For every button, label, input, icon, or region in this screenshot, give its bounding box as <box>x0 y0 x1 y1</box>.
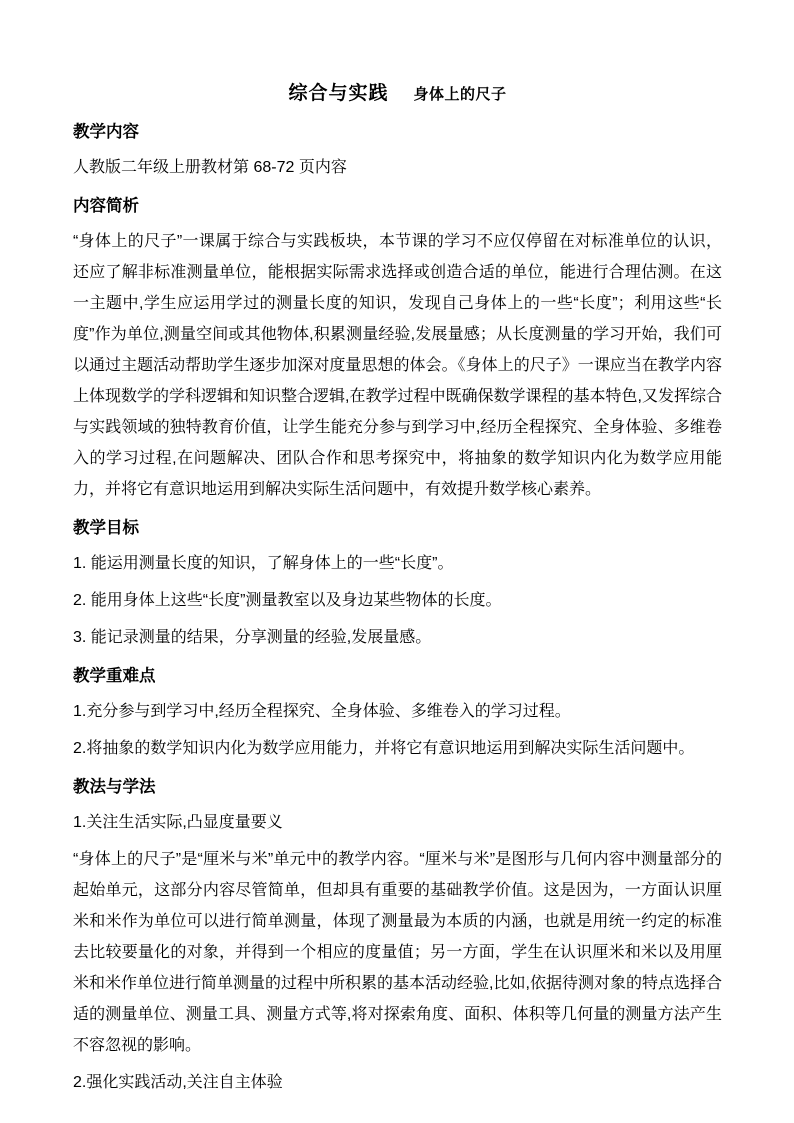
section-heading-teaching-objectives: 教学目标 <box>73 519 139 537</box>
difficulty-item-2: 2.将抽象的数学知识内化为数学应用能力，并将它有意识地运用到解决实际生活问题中。 <box>73 740 695 757</box>
section-teaching-content <box>73 119 722 183</box>
section-teaching-methods <box>73 774 722 1098</box>
paragraph-content-analysis: “身体上的尺子”一课属于综合与实践板块，本节课的学习不应仅停留在对标准单位的认识，还应了解非标准测量单位，能根据实际需求选择或创造合适的单位，能进行合理估测。在这一主题中,学生应运用学过的测量长度的知识，发现自己身体上的一些“长度”；利用这些“长度”作为单位,测量空间或其他物体,积累测量经验,发展量感；从长度测量的学习开始，我们可以通过主题活动帮助学生逐步加深对度量思想的体会。《身体上的尺子》一课应当在教学内容上体现数学的学科逻辑和知识整合逻辑,在教学过程中既确保数学课程的基本特色,又发挥综合与实践领域的独特教育价值，让学生能充分参与到学习中,经历全程探究、全身体验、多维卷入的学习过程,在问题解决、团队合作和思考探究中，将抽象的数学知识内化为数学应用能力，并将它有意识地运用到解决实际生活问题中，有效提升数学核心素养。 <box>73 233 722 498</box>
objective-item-3: 3. 能记录测量的结果，分享测量的经验,发展量感。 <box>73 629 432 646</box>
objective-item-2: 2. 能用身体上这些“长度”测量教室以及身边某些物体的长度。 <box>73 592 502 609</box>
method-item-1: 1.关注生活实际,凸显度量要义 <box>73 814 283 831</box>
section-content-analysis <box>73 193 722 505</box>
section-heading-content-analysis: 内容简析 <box>73 197 139 215</box>
paragraph-textbook-pages: 人教版二年级上册教材第 68-72 页内容 <box>73 159 347 176</box>
method-item-2: 2.强化实践活动,关注自主体验 <box>73 1074 283 1091</box>
title-main-text: 综合与实践 <box>288 83 389 104</box>
section-key-difficulties <box>73 663 722 764</box>
objective-item-1: 1. 能运用测量长度的知识，了解身体上的一些“长度”。 <box>73 555 454 572</box>
section-heading-key-difficulties: 教学重难点 <box>73 667 156 685</box>
title-sub-text: 身体上的尺子 <box>413 86 507 103</box>
difficulty-item-1: 1.充分参与到学习中,经历全程探究、全身体验、多维卷入的学习过程。 <box>73 703 571 720</box>
section-heading-teaching-methods: 教法与学法 <box>73 778 156 796</box>
page-title <box>73 76 722 107</box>
method-item-1-detail: “身体上的尺子”是“厘米与米”单元中的教学内容。“厘米与米”是图形与几何内容中测量部分的起始单元，这部分内容尽管简单，但却具有重要的基础教学价值。这是因为，一方面认识厘米和米作为单位可以进行简单测量，体现了测量最为本质的内涵，也就是用统一约定的标准去比较要量化的对象，并得到一个相应的度量值；另一方面，学生在认识厘米和米以及用厘米和米作单位进行简单测量的过程中所积累的基本活动经验,比如,依据待测对象的特点选择合适的测量单位、测量工具、测量方式等,将对探索角度、面积、体积等几何量的测量方法产生不容忽视的影响。 <box>73 851 722 1054</box>
section-teaching-objectives <box>73 515 722 653</box>
section-heading-teaching-content: 教学内容 <box>73 123 139 141</box>
